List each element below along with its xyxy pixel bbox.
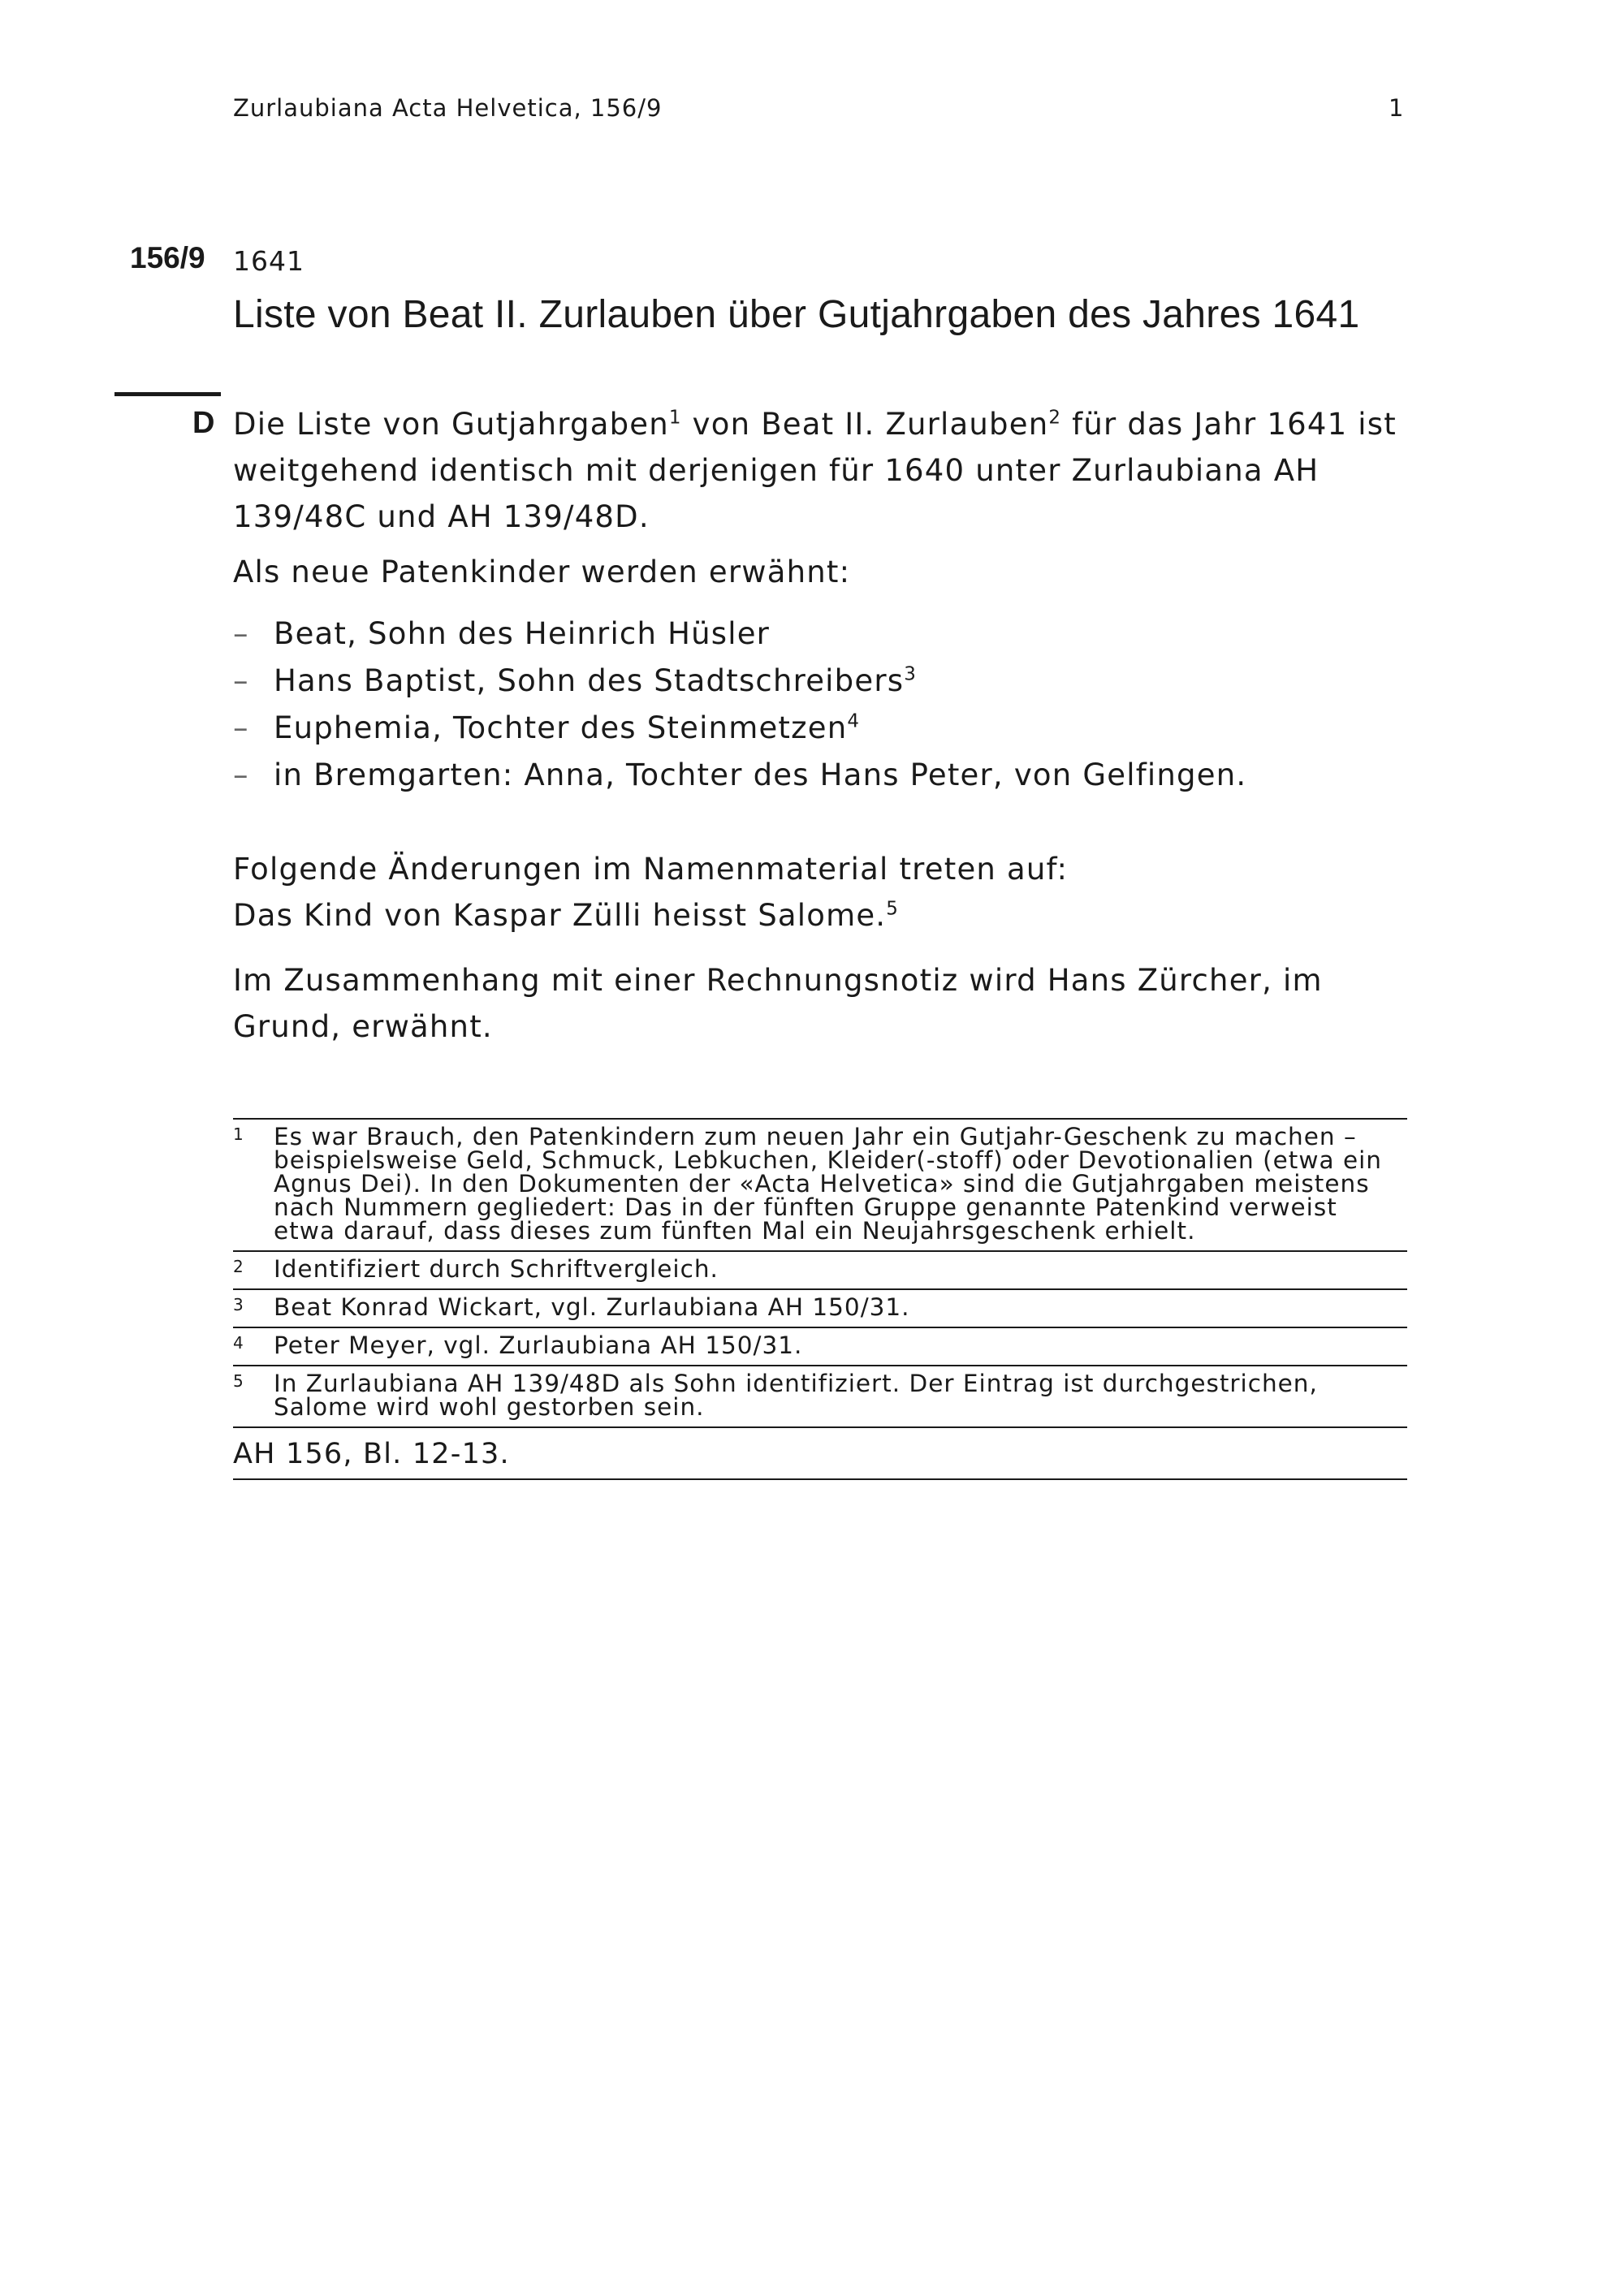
name-changes-line-2: Das Kind von Kaspar Zülli heisst Salome. — [233, 898, 887, 933]
list-dash: – — [233, 616, 249, 651]
paragraph-name-changes — [233, 846, 1410, 939]
footnote-ref-5[interactable]: 5 — [886, 898, 900, 920]
list-item — [233, 752, 1410, 799]
running-header: Zurlaubiana Acta Helvetica, 156/9 — [233, 94, 663, 122]
footnote — [233, 1118, 1407, 1250]
footnote-number: 4 — [233, 1333, 244, 1353]
footnote-text: Es war Brauch, den Patenkindern zum neuen Jahr ein Gutjahr-Geschenk zu machen – beispielsweise Geld, Schmuck, Lebkuchen, Kleider(-stoff) oder Devotionalien (etwa ein Agnus Dei). In den Dokumenten der «Acta Helvetica» sind die Gutjahrgaben meistens nach Nummern gegliedert: Das in der fünften Gruppe genannte Patenkind verweist etwa darauf, dass dieses zum fünften Mal ein Neujahrsgeschenk erhielt. — [274, 1123, 1382, 1245]
document-number: 156/9 — [130, 241, 205, 274]
paragraph-intro — [233, 401, 1410, 540]
footnote — [233, 1250, 1407, 1288]
footnote-text: In Zurlaubiana AH 139/48D als Sohn identifiziert. Der Eintrag ist durchgestrichen, Salome wird wohl gestorben sein. — [274, 1370, 1318, 1421]
list-item — [233, 658, 1410, 705]
source-reference: AH 156, Bl. 12-13. — [233, 1426, 1407, 1480]
footnote-ref-3[interactable]: 3 — [904, 663, 918, 685]
footnote — [233, 1365, 1407, 1426]
footnote-number: 1 — [233, 1124, 244, 1144]
footnote-ref-1[interactable]: 1 — [668, 407, 682, 429]
paragraph-accounting-note: Im Zusammenhang mit einer Rechnungsnotiz wird Hans Zürcher, im Grund, erwähnt. — [233, 963, 1323, 1044]
footnote-text: Beat Konrad Wickart, vgl. Zurlaubiana AH 150/31. — [274, 1293, 910, 1321]
list-item-text: Hans Baptist, Sohn des Stadtschreibers — [274, 663, 905, 698]
list-item-text: Beat, Sohn des Heinrich Hüsler — [274, 616, 771, 651]
list-item — [233, 705, 1410, 752]
footnote-text: Identifiziert durch Schriftvergleich. — [274, 1255, 719, 1283]
footnote-number: 2 — [233, 1257, 244, 1276]
page-number: 1 — [1389, 94, 1404, 122]
footnote-text: Peter Meyer, vgl. Zurlaubiana AH 150/31. — [274, 1331, 803, 1359]
paragraph-intro-part-c: für das Jahr 1641 ist weitgehend identisch mit derjenigen für 1640 unter Zurlaubiana AH 139/48C und AH 139/48D. — [233, 407, 1397, 534]
document-date: 1641 — [233, 245, 304, 277]
paragraph-intro-part-b: von Beat II. Zurlauben — [681, 407, 1049, 442]
godchildren-list — [233, 611, 1410, 799]
footnote-number: 3 — [233, 1295, 244, 1314]
footnote-ref-4[interactable]: 4 — [847, 710, 861, 732]
list-item-text: Euphemia, Tochter des Steinmetzen — [274, 710, 848, 745]
paragraph-intro-part-a: Die Liste von Gutjahrgaben — [233, 407, 669, 442]
list-dash: – — [233, 663, 249, 698]
section-mark: D — [192, 406, 215, 440]
footnote-ref-2[interactable]: 2 — [1048, 407, 1062, 429]
footnote-number: 5 — [233, 1371, 244, 1391]
footnote — [233, 1288, 1407, 1327]
document-title: Liste von Beat II. Zurlauben über Gutjahrgaben des Jahres 1641 — [233, 293, 1360, 336]
list-item-text: in Bremgarten: Anna, Tochter des Hans Peter, von Gelfingen. — [274, 757, 1247, 792]
name-changes-line-1: Folgende Änderungen im Namenmaterial treten auf: — [233, 852, 1069, 887]
list-dash: – — [233, 757, 249, 792]
list-dash: – — [233, 710, 249, 745]
margin-rule — [114, 392, 221, 396]
paragraph-new-godchildren: Als neue Patenkinder werden erwähnt: — [233, 555, 851, 589]
footnote — [233, 1327, 1407, 1365]
footnotes — [233, 1118, 1407, 1480]
list-item — [233, 611, 1410, 658]
